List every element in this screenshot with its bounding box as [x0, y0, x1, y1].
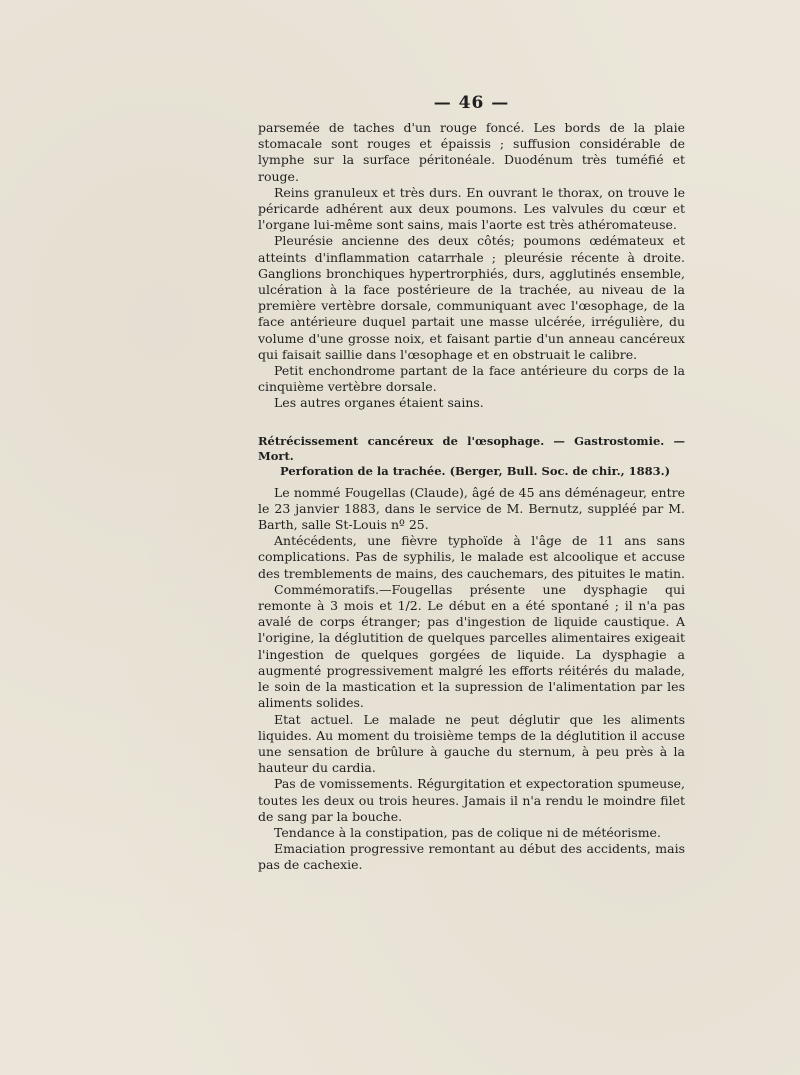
section-gap — [258, 412, 685, 434]
case-subtitle: Perforation de la trachée. (Berger, Bull. Soc. de chir., 1883.) — [280, 463, 671, 478]
paragraph-antecedents: Antécédents, une fièvre typhoïde à l'âge de 11 ans sans complications. Pas de syphilis, le malade est alcoolique et accuse des tremblements de mains, des cauchemars, des pituites le matin. — [258, 533, 686, 581]
paragraph-etat-actuel: Etat actuel. Le malade ne peut déglutir que les aliments liquides. Au moment du troisième temps de la déglutition il accuse une sensation de brûlure à gauche du sternum, à peu près à la hauteur du cardia. — [258, 711, 685, 776]
paragraph-stomach: parsemée de taches d'un rouge foncé. Les bords de la plaie stomacale sont rouges et épaissis ; suffusion considérable de lymphe sur la surface péritonéale. Duodénum très tuméfié et rouge. — [258, 120, 685, 184]
paragraph-emaciation: Emaciation progressive remontant au début des accidents, mais pas de cachexie. — [258, 841, 685, 873]
paragraph-enchondroma: Petit enchondrome partant de la face antérieure du corps de la cinquième vertèbre dorsale. — [258, 363, 685, 395]
paragraph-patient: Le nommé Fougellas (Claude), âgé de 45 ans déménageur, entre le 23 janvier 1883, dans le service de M. Bernutz, suppléé par M. Barth, salle St-Louis nº 25. — [258, 484, 685, 533]
paragraph-constipation: Tendance à la constipation, pas de colique ni de météorisme. — [274, 824, 661, 840]
paragraph-other-organs: Les autres organes étaient sains. — [274, 395, 484, 411]
paragraph-vomiting: Pas de vomissements. Régurgitation et expectoration spumeuse, toutes les deux ou trois heures. Jamais il n'a rendu le moindre filet de sang par la bouche. — [258, 776, 685, 824]
page-number: — 46 — — [433, 93, 510, 113]
paragraph-pleurisy: Pleurésie ancienne des deux côtés; poumons œdémateux et atteints d'inflammation catarrhale ; pleurésie récente à droite. Ganglions bronchiques hypertrorphiés, durs, agglutinés ensemble, ulcération à la face postérieure de la trachée, au niveau de la première vertèbre dorsale, communiquant avec l'œsophage, de la face antérieure duquel partait une masse ulcérée, irrégulière, du volume d'une grosse noix, et faisant partie d'un anneau cancéreux qui faisait saillie dans l'œsophage et en obstruait le calibre. — [258, 233, 685, 362]
case-title: Rétrécissement cancéreux de l'œsophage. — Gastrostomie. — Mort. — [258, 433, 685, 463]
page-body — [258, 92, 685, 874]
paragraph-kidneys: Reins granuleux et très durs. En ouvrant le thorax, on trouve le péricarde adhérent aux deux poumons. Les valvules du cœur et l'organe lui-même sont sains, mais l'aorte est très athéromateuse. — [258, 184, 685, 233]
paragraph-commemoratifs: Commémoratifs.—Fougellas présente une dysphagie qui remonte à 3 mois et 1/2. Le début en a été spontané ; il n'a pas avalé de corps étranger; pas d'ingestion de liquide caustique. A l'origine, la déglutition de quelques parcelles alimentaires exigeait l'ingestion de quelques gorgées de liquide. La dysphagie a augmenté progressivement malgré les efforts réitérés du malade, le soin de la mastication et la supression de l'alimentation par les aliments solides. — [258, 581, 685, 711]
